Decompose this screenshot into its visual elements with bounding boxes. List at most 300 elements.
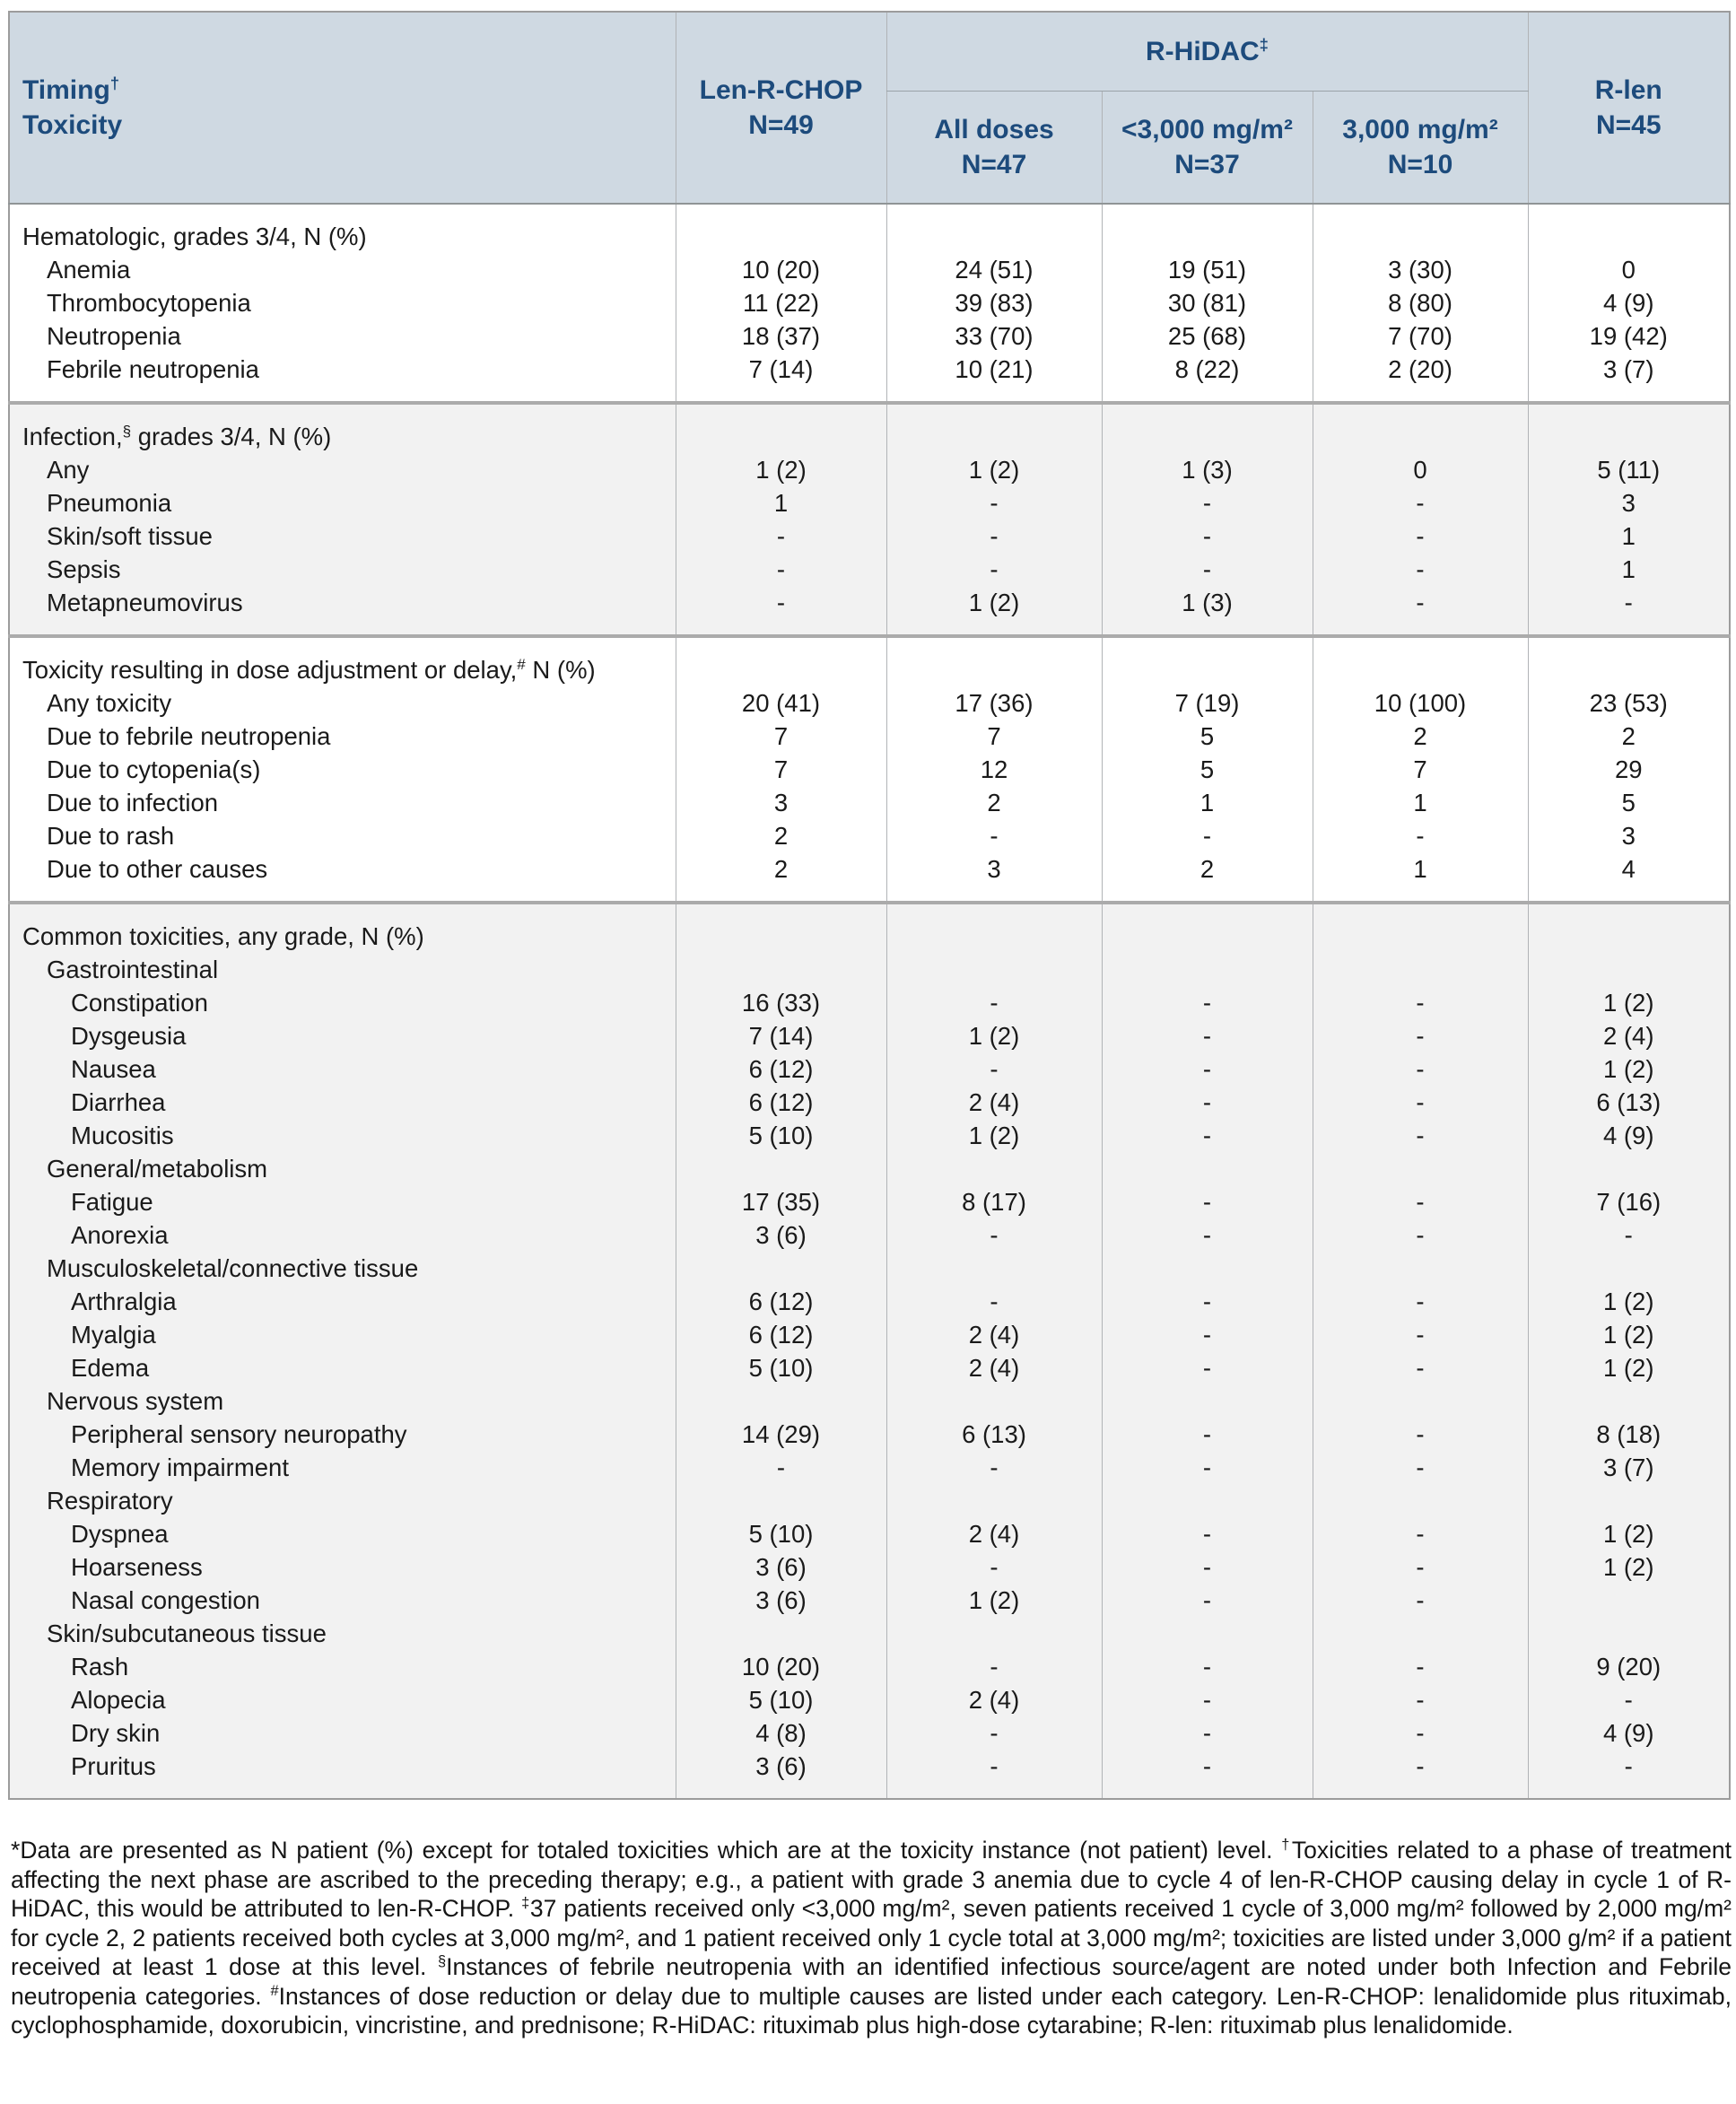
cell-value <box>1102 636 1313 686</box>
cell-value: - <box>886 519 1102 553</box>
table-header <box>9 12 1730 204</box>
cell-value: 7 (14) <box>676 353 886 403</box>
header-timing-label: Timing† <box>22 74 120 105</box>
footnote: *Data are presented as N patient (%) except for totaled toxicities which are at the toxicity instance (not patient) level. †Toxicities related to a phase of treatment affecting the next phase are ascribed to the preceding therapy; e.g., a patient with grade 3 anemia due to cycle 4 of len-R-CHOP causing delay in cycle 1 of R-HiDAC, this would be attributed to len-R-CHOP. ‡37 patients received only <3,000 mg/m², seven patients received 1 cycle of 3,000 mg/m² followed by 2,000 mg/m² for cycle 2, 2 patients received both cycles at 3,000 mg/m², and 1 patient received only 1 cycle total at 3,000 mg/m²; toxicities are listed under 3,000 g/m² if a patient received at least 1 dose at this level. §Instances of febrile neutropenia with an identified infectious source/agent are noted under both Infection and Febrile neutropenia categories. #Instances of dose reduction or delay due to multiple causes are listed under each category. Len-R-CHOP: lenalidomide plus rituximab, cyclophosphamide, doxorubicin, vincristine, and prednisone; R-HiDAC: rituximab plus high-dose cytarabine; R-len: rituximab plus lenalidomide. <box>11 1837 1732 2039</box>
row-label: Anorexia <box>9 1218 676 1252</box>
cell-value: 3 (7) <box>1528 353 1730 403</box>
cell-value: 10 (20) <box>676 1650 886 1683</box>
header-3000 <box>1313 91 1528 204</box>
row-label: Due to rash <box>47 822 175 850</box>
cell-value <box>676 903 886 953</box>
cell-value <box>1313 1152 1528 1185</box>
table-row <box>9 1019 1730 1052</box>
cell-value: - <box>1102 1650 1313 1683</box>
cell-value: 1 (2) <box>886 1019 1102 1052</box>
cell-value: 14 (29) <box>676 1418 886 1451</box>
header-len-r-chop <box>676 12 886 204</box>
cell-value: 10 (20) <box>676 253 886 286</box>
row-label: General/metabolism <box>9 1152 676 1185</box>
cell-value: 2 <box>886 786 1102 819</box>
cell-value: - <box>1313 1517 1528 1550</box>
cell-value <box>1528 903 1730 953</box>
cell-value: 5 <box>1102 753 1313 786</box>
cell-value: 4 (9) <box>1528 1716 1730 1750</box>
cell-value: - <box>1313 1750 1528 1799</box>
cell-value: 8 (22) <box>1102 353 1313 403</box>
cell-value: - <box>886 1650 1102 1683</box>
cell-value: - <box>1313 1218 1528 1252</box>
cell-value: - <box>1313 1650 1528 1683</box>
lt-3000-n: N=37 <box>1174 149 1240 179</box>
table-row <box>9 1584 1730 1617</box>
cell-value <box>1313 1384 1528 1418</box>
row-label: Thrombocytopenia <box>47 289 251 317</box>
cell-value: - <box>1102 1451 1313 1484</box>
cell-value: - <box>886 1550 1102 1584</box>
table-row <box>9 819 1730 852</box>
table-row <box>9 1750 1730 1799</box>
cell-value: - <box>1313 1550 1528 1584</box>
cell-value: 1 (2) <box>676 453 886 486</box>
cell-value: 30 (81) <box>1102 286 1313 319</box>
table-row <box>9 486 1730 519</box>
table-row <box>9 1650 1730 1683</box>
cell-value <box>676 403 886 453</box>
cell-value <box>1528 1252 1730 1285</box>
cell-value: - <box>1102 1351 1313 1384</box>
r-len-n: N=45 <box>1595 110 1662 140</box>
row-label: Due to febrile neutropenia <box>47 722 331 750</box>
r-len-name: R-len <box>1594 75 1662 105</box>
cell-value: 1 (2) <box>1528 1052 1730 1086</box>
cell-value <box>676 1252 886 1285</box>
header-all-doses <box>886 91 1102 204</box>
cell-value: - <box>1313 1418 1528 1451</box>
row-label: Edema <box>9 1351 676 1384</box>
cell-value: - <box>886 986 1102 1019</box>
table-row <box>9 1517 1730 1550</box>
cell-value: - <box>1313 1318 1528 1351</box>
cell-value: 1 (3) <box>1102 586 1313 636</box>
cell-value: 1 (2) <box>1528 1318 1730 1351</box>
cell-value: - <box>1313 1716 1528 1750</box>
cell-value <box>1528 1152 1730 1185</box>
section-2 <box>9 403 1730 636</box>
table-row <box>9 204 1730 253</box>
cell-value <box>886 204 1102 253</box>
table-row <box>9 1252 1730 1285</box>
cell-value: 7 <box>676 753 886 786</box>
cell-value: 2 (4) <box>886 1086 1102 1119</box>
cell-value: 3 (6) <box>676 1218 886 1252</box>
row-label: Nervous system <box>9 1384 676 1418</box>
cell-value: 8 (17) <box>886 1185 1102 1218</box>
row-label: Hematologic, grades 3/4, N (%) <box>22 223 367 250</box>
row-label: Due to other causes <box>47 855 268 883</box>
row-label: Musculoskeletal/connective tissue <box>9 1252 676 1285</box>
cell-value: - <box>1102 1584 1313 1617</box>
header-lt-3000 <box>1102 91 1313 204</box>
cell-value <box>676 1384 886 1418</box>
row-label: Infection,§ grades 3/4, N (%) <box>9 403 676 453</box>
cell-value: 6 (13) <box>886 1418 1102 1451</box>
cell-value <box>1102 1484 1313 1517</box>
cell-value: 1 <box>676 486 886 519</box>
cell-value: 2 <box>1313 720 1528 753</box>
cell-value: 19 (51) <box>1102 253 1313 286</box>
row-label: Memory impairment <box>9 1451 676 1484</box>
cell-value <box>1313 636 1528 686</box>
cell-value: - <box>1102 1750 1313 1799</box>
table-row <box>9 586 1730 636</box>
cell-value: 1 (2) <box>1528 986 1730 1019</box>
cell-value: 5 (10) <box>676 1119 886 1152</box>
cell-value <box>676 636 886 686</box>
cell-value: 23 (53) <box>1528 686 1730 720</box>
cell-value: 6 (12) <box>676 1086 886 1119</box>
cell-value <box>1102 204 1313 253</box>
cell-value: 2 (20) <box>1313 353 1528 403</box>
cell-value: - <box>1313 1086 1528 1119</box>
cell-value: 5 (10) <box>676 1517 886 1550</box>
row-label: Dry skin <box>9 1716 676 1750</box>
cell-value: 5 <box>1528 786 1730 819</box>
row-label: Mucositis <box>9 1119 676 1152</box>
table-row <box>9 1617 1730 1650</box>
cell-value <box>1102 903 1313 953</box>
cell-value <box>886 1384 1102 1418</box>
cell-value: 2 <box>676 819 886 852</box>
cell-value: 3 <box>886 852 1102 903</box>
cell-value: 3 <box>676 786 886 819</box>
cell-value: - <box>676 586 886 636</box>
row-label: Any toxicity <box>47 689 172 717</box>
3000-n: N=10 <box>1387 149 1453 179</box>
cell-value: 1 <box>1528 553 1730 586</box>
all-doses-n: N=47 <box>961 149 1027 179</box>
cell-value <box>1313 403 1528 453</box>
cell-value: - <box>1313 1285 1528 1318</box>
cell-value: 6 (12) <box>676 1285 886 1318</box>
cell-value: 25 (68) <box>1102 319 1313 353</box>
table-row <box>9 519 1730 553</box>
row-label: Gastrointestinal <box>9 953 676 986</box>
table-row <box>9 553 1730 586</box>
cell-value: - <box>1102 1052 1313 1086</box>
row-label: Toxicity resulting in dose adjustment or delay,# N (%) <box>22 655 596 684</box>
cell-value: - <box>1313 1351 1528 1384</box>
table-row <box>9 1119 1730 1152</box>
cell-value: - <box>1528 1750 1730 1799</box>
cell-value: - <box>1102 1185 1313 1218</box>
cell-value: - <box>1102 1716 1313 1750</box>
row-label: Common toxicities, any grade, N (%) <box>9 903 676 953</box>
cell-value: 3 <box>1528 486 1730 519</box>
header-r-len <box>1528 12 1730 204</box>
cell-value <box>676 1152 886 1185</box>
cell-value: - <box>1313 1119 1528 1152</box>
cell-value: 10 (100) <box>1313 686 1528 720</box>
cell-value: - <box>886 486 1102 519</box>
table-row <box>9 852 1730 903</box>
cell-value: 1 <box>1313 786 1528 819</box>
cell-value: - <box>1313 519 1528 553</box>
row-label: Arthralgia <box>9 1285 676 1318</box>
cell-value <box>886 1484 1102 1517</box>
header-timing-toxicity <box>9 12 676 204</box>
cell-value <box>676 953 886 986</box>
cell-value: 8 (18) <box>1528 1418 1730 1451</box>
cell-value <box>886 953 1102 986</box>
cell-value: 1 <box>1528 519 1730 553</box>
cell-value: 6 (12) <box>676 1318 886 1351</box>
all-doses-name: All doses <box>934 114 1054 144</box>
cell-value: - <box>1102 1318 1313 1351</box>
cell-value: - <box>676 1451 886 1484</box>
cell-value: 33 (70) <box>886 319 1102 353</box>
row-label: Dysgeusia <box>9 1019 676 1052</box>
row-label: Dyspnea <box>9 1517 676 1550</box>
cell-value: 19 (42) <box>1528 319 1730 353</box>
cell-value <box>1528 953 1730 986</box>
cell-value: - <box>1528 1218 1730 1252</box>
cell-value <box>886 1252 1102 1285</box>
cell-value: 6 (12) <box>676 1052 886 1086</box>
cell-value <box>1102 1384 1313 1418</box>
cell-value: 1 (2) <box>1528 1517 1730 1550</box>
cell-value: 10 (21) <box>886 353 1102 403</box>
cell-value: 0 <box>1528 253 1730 286</box>
cell-value <box>676 204 886 253</box>
cell-value: - <box>676 519 886 553</box>
cell-value: 39 (83) <box>886 286 1102 319</box>
cell-value: 2 <box>676 852 886 903</box>
cell-value: 29 <box>1528 753 1730 786</box>
cell-value: 3 <box>1528 819 1730 852</box>
row-label: Metapneumovirus <box>9 586 676 636</box>
row-label: Myalgia <box>9 1318 676 1351</box>
cell-value: - <box>886 553 1102 586</box>
cell-value: - <box>1102 1119 1313 1152</box>
cell-value: 6 (13) <box>1528 1086 1730 1119</box>
section-3 <box>9 636 1730 903</box>
cell-value: - <box>1313 1052 1528 1086</box>
cell-value: - <box>1102 519 1313 553</box>
cell-value: 3 (7) <box>1528 1451 1730 1484</box>
cell-value: - <box>1313 586 1528 636</box>
row-label: Nausea <box>9 1052 676 1086</box>
r-hidac-title: R-HiDAC‡ <box>1146 34 1269 66</box>
table-row <box>9 403 1730 453</box>
table-row <box>9 1285 1730 1318</box>
cell-value: - <box>1102 1086 1313 1119</box>
cell-value: - <box>1313 1584 1528 1617</box>
cell-value <box>886 403 1102 453</box>
cell-value: 17 (35) <box>676 1185 886 1218</box>
cell-value: 7 (19) <box>1102 686 1313 720</box>
cell-value: 4 (8) <box>676 1716 886 1750</box>
cell-value: 3 (6) <box>676 1584 886 1617</box>
cell-value: - <box>1313 1185 1528 1218</box>
cell-value: - <box>1313 1019 1528 1052</box>
cell-value: 2 (4) <box>886 1318 1102 1351</box>
cell-value: 5 (10) <box>676 1351 886 1384</box>
cell-value <box>886 1617 1102 1650</box>
cell-value <box>1102 1617 1313 1650</box>
cell-value <box>1528 1384 1730 1418</box>
table-row <box>9 636 1730 686</box>
cell-value <box>1102 403 1313 453</box>
cell-value: 1 <box>1102 786 1313 819</box>
cell-value <box>1528 1584 1730 1617</box>
row-label: Pruritus <box>9 1750 676 1799</box>
cell-value: - <box>1313 1451 1528 1484</box>
row-label: Respiratory <box>9 1484 676 1517</box>
table-row <box>9 286 1730 319</box>
cell-value <box>1102 1252 1313 1285</box>
table-row <box>9 786 1730 819</box>
cell-value: 1 (2) <box>886 586 1102 636</box>
cell-value <box>1528 403 1730 453</box>
table-row <box>9 1384 1730 1418</box>
table-row <box>9 1418 1730 1451</box>
cell-value: - <box>1313 553 1528 586</box>
table-row <box>9 1052 1730 1086</box>
row-label: Skin/subcutaneous tissue <box>9 1617 676 1650</box>
table-row <box>9 903 1730 953</box>
cell-value: 16 (33) <box>676 986 886 1019</box>
row-label: Febrile neutropenia <box>47 355 259 383</box>
header-r-hidac-group <box>886 12 1528 91</box>
row-label: Due to cytopenia(s) <box>47 755 261 783</box>
cell-value <box>886 903 1102 953</box>
cell-value: 2 <box>1528 720 1730 753</box>
cell-value <box>886 1152 1102 1185</box>
cell-value <box>1528 1617 1730 1650</box>
cell-value: 7 (70) <box>1313 319 1528 353</box>
row-label: Anemia <box>47 256 131 284</box>
row-label: Skin/soft tissue <box>9 519 676 553</box>
cell-value: - <box>676 553 886 586</box>
cell-value: 1 (2) <box>1528 1351 1730 1384</box>
cell-value <box>1313 1484 1528 1517</box>
table-row <box>9 686 1730 720</box>
cell-value: 7 (14) <box>676 1019 886 1052</box>
cell-value: 1 (2) <box>1528 1285 1730 1318</box>
table-row <box>9 453 1730 486</box>
row-label: Alopecia <box>9 1683 676 1716</box>
cell-value <box>1102 953 1313 986</box>
cell-value: - <box>1102 1019 1313 1052</box>
cell-value: 18 (37) <box>676 319 886 353</box>
cell-value: 1 <box>1313 852 1528 903</box>
cell-value: - <box>1313 819 1528 852</box>
cell-value: 1 (2) <box>886 453 1102 486</box>
cell-value <box>1528 204 1730 253</box>
cell-value: 5 (11) <box>1528 453 1730 486</box>
row-label: Due to infection <box>47 789 219 816</box>
cell-value: - <box>1102 819 1313 852</box>
cell-value: 4 (9) <box>1528 286 1730 319</box>
cell-value: 24 (51) <box>886 253 1102 286</box>
cell-value: 9 (20) <box>1528 1650 1730 1683</box>
row-label: Sepsis <box>9 553 676 586</box>
cell-value: 7 <box>886 720 1102 753</box>
cell-value: - <box>886 1750 1102 1799</box>
section-1 <box>9 204 1730 403</box>
cell-value: 2 (4) <box>1528 1019 1730 1052</box>
table-row <box>9 319 1730 353</box>
row-label: Pneumonia <box>9 486 676 519</box>
cell-value: 5 (10) <box>676 1683 886 1716</box>
cell-value: 4 <box>1528 852 1730 903</box>
cell-value <box>1102 1152 1313 1185</box>
cell-value <box>1528 636 1730 686</box>
cell-value: 7 <box>1313 753 1528 786</box>
cell-value: 7 <box>676 720 886 753</box>
row-label: Diarrhea <box>9 1086 676 1119</box>
cell-value: 2 (4) <box>886 1351 1102 1384</box>
header-row-1 <box>9 12 1730 91</box>
row-label: Fatigue <box>9 1185 676 1218</box>
cell-value: 8 (80) <box>1313 286 1528 319</box>
cell-value: 1 (2) <box>886 1119 1102 1152</box>
cell-value: 1 (3) <box>1102 453 1313 486</box>
table-row <box>9 1550 1730 1584</box>
cell-value: - <box>1528 586 1730 636</box>
table-row <box>9 1716 1730 1750</box>
cell-value: 3 (30) <box>1313 253 1528 286</box>
cell-value <box>1313 1617 1528 1650</box>
cell-value: - <box>1313 1683 1528 1716</box>
table-row <box>9 1318 1730 1351</box>
row-label: Rash <box>9 1650 676 1683</box>
cell-value: 12 <box>886 753 1102 786</box>
cell-value: - <box>1313 986 1528 1019</box>
row-label: Constipation <box>9 986 676 1019</box>
table-row <box>9 1218 1730 1252</box>
table-row <box>9 1683 1730 1716</box>
cell-value: - <box>1102 1517 1313 1550</box>
cell-value: - <box>1102 986 1313 1019</box>
cell-value: - <box>1102 1418 1313 1451</box>
cell-value: - <box>886 1218 1102 1252</box>
cell-value: - <box>886 1285 1102 1318</box>
row-label: Any <box>9 453 676 486</box>
table-row <box>9 986 1730 1019</box>
row-label: Hoarseness <box>9 1550 676 1584</box>
cell-value <box>1313 903 1528 953</box>
cell-value: - <box>886 1716 1102 1750</box>
section-4 <box>9 903 1730 1799</box>
row-label: Peripheral sensory neuropathy <box>9 1418 676 1451</box>
table-row <box>9 720 1730 753</box>
cell-value <box>1313 953 1528 986</box>
lt-3000-name: <3,000 mg/m² <box>1121 114 1293 144</box>
cell-value: - <box>886 819 1102 852</box>
cell-value <box>1313 1252 1528 1285</box>
cell-value: 1 (2) <box>1528 1550 1730 1584</box>
header-toxicity-label: Toxicity <box>22 110 123 140</box>
table-row <box>9 953 1730 986</box>
cell-value: - <box>1102 553 1313 586</box>
table-row <box>9 1086 1730 1119</box>
cell-value: 17 (36) <box>886 686 1102 720</box>
row-label: Nasal congestion <box>9 1584 676 1617</box>
cell-value: 20 (41) <box>676 686 886 720</box>
cell-value <box>886 636 1102 686</box>
table-row <box>9 353 1730 403</box>
